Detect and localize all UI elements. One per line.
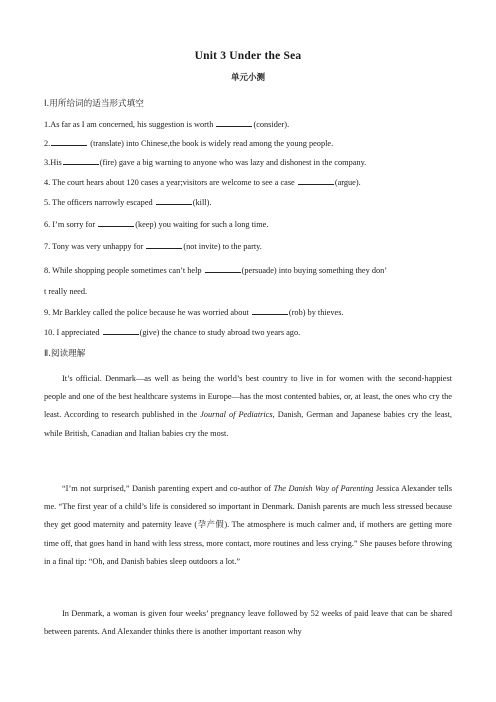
question-text: 3.His [44, 158, 62, 167]
paragraph-text: Jessica Alexander tells me. “The first year of a child’s life is considered so important in Denmark. Danish parents are much less stressed because they get good maternity and paternity leave (孕产假). The atmosphere is much calmer and, if mothers are getting more time off, that goes hand in hand with less stress, more contact, more routines and less crying.” She pauses before throwing in a final tip: “Oh, and Danish babies sleep outdoors a lot.” [44, 484, 452, 566]
question-text: 6. I’m sorry for [44, 220, 98, 229]
paragraph-text: It’s official. Denmark—as well as being the world’s best country to live in for women with the second-happiest people and one of the best healthcare systems in Europe—has the most contented babies, or, at least, the ones who cry the least. According to research published in the [44, 374, 452, 420]
reading-paragraph-2 [44, 480, 452, 571]
reading-paragraph-3: In Denmark, a woman is given four weeks’ pregnancy leave followed by 52 weeks of paid leave that can be shared between parents. And Alexander thinks there is another important reason why [44, 609, 452, 637]
question-2 [44, 137, 333, 149]
question-text: (keep) you waiting for such a long time. [135, 220, 269, 229]
question-text: (translate) into Chinese,the book is widely read among the young people. [88, 139, 334, 148]
book-title: The Danish Way of Parenting [273, 484, 374, 493]
question-text: (argue). [334, 178, 361, 187]
question-text: (persuade) into buying something they don’ [241, 266, 388, 275]
answer-blank[interactable] [216, 118, 252, 127]
answer-blank[interactable] [146, 240, 182, 249]
paragraph-text: “I’m not surprised,” Danish parenting expert and co-author of [62, 484, 274, 493]
page-subtitle: 单元小测 [230, 73, 265, 83]
page-title: Unit 3 Under the Sea [194, 50, 302, 62]
question-text: (kill). [192, 198, 212, 207]
question-text: 4. The court hears about 120 cases a year;visitors are welcome to see a case [44, 178, 297, 187]
question-3 [44, 156, 366, 168]
question-text: (give) the chance to study abroad two years ago. [139, 328, 301, 337]
question-1 [44, 118, 289, 130]
answer-blank[interactable] [205, 264, 241, 273]
question-5 [44, 196, 211, 208]
question-9 [44, 306, 344, 318]
question-text: (not invite) to the party. [183, 242, 262, 251]
answer-blank[interactable] [98, 218, 134, 227]
question-text: 10. I appreciated [44, 328, 102, 337]
answer-blank[interactable] [51, 137, 87, 146]
question-text: 8. While shopping people sometimes can’t help [44, 266, 204, 275]
question-10 [44, 326, 300, 338]
question-text: 5. The officers narrowly escaped [44, 198, 155, 207]
question-text: (fire) gave a big warning to anyone who was lazy and dishonest in the company. [99, 158, 367, 167]
question-text: 7. Tony was very unhappy for [44, 242, 146, 251]
paragraph-text: , Danish, German and Japanese babies cry the least, while British, Canadian and Italian babies cry the most. [44, 410, 452, 438]
answer-blank[interactable] [252, 306, 288, 315]
answer-blank[interactable] [298, 176, 334, 185]
question-text: 2. [44, 139, 51, 148]
question-8 [44, 264, 387, 276]
question-text: 9. Mr Barkley called the police because he was worried about [44, 308, 251, 317]
answer-blank[interactable] [63, 156, 99, 165]
question-8-continued: t really need. [44, 287, 88, 296]
reading-paragraph-1 [44, 370, 452, 443]
question-7 [44, 240, 262, 252]
section-heading-reading: Ⅱ.阅读理解 [44, 349, 86, 359]
question-6 [44, 218, 268, 230]
answer-blank[interactable] [103, 326, 139, 335]
section-heading-fill-in: Ⅰ.用所给词的适当形式填空 [44, 99, 144, 109]
answer-blank[interactable] [156, 196, 192, 205]
question-text: (consider). [253, 120, 290, 129]
question-4 [44, 176, 361, 188]
journal-title: Journal of Pediatrics [200, 410, 273, 420]
question-text: (rob) by thieves. [288, 308, 344, 317]
question-text: 1.As far as I am concerned, his suggestion is worth [44, 120, 216, 129]
